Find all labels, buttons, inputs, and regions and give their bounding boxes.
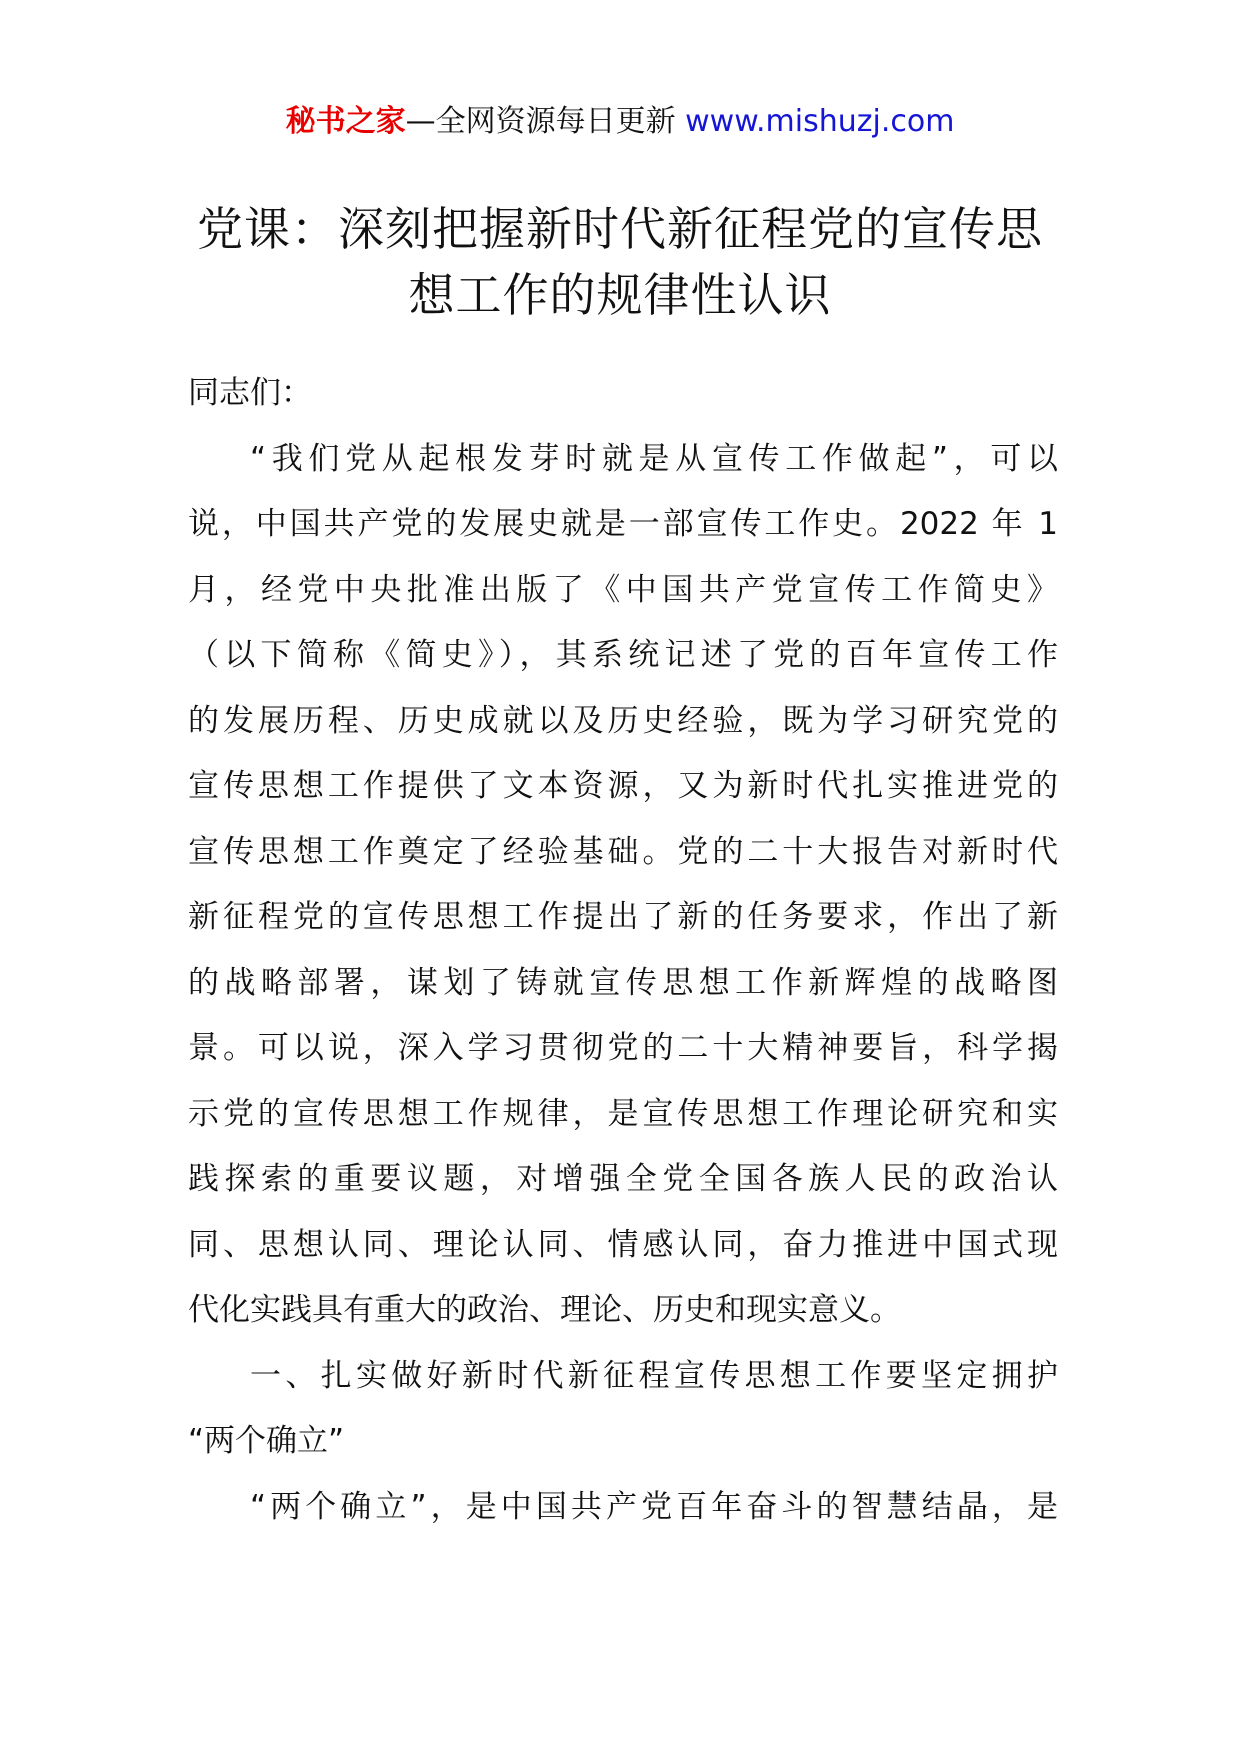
site-header [0,100,1240,144]
paragraph-line: 月，经党中央批准出版了《中国共产党宣传工作简史》 [188,571,1058,608]
paragraph-line: 同、思想认同、理论认同、情感认同，奋力推进中国式现 [188,1226,1058,1263]
paragraph-line: “两个确立”，是中国共产党百年奋斗的智慧结晶，是 [250,1488,1058,1525]
section-heading-line: “两个确立” [188,1423,345,1459]
paragraph-line: 说，中国共产党的发展史就是一部宣传工作史。2022 年 1 [188,506,1058,542]
paragraph-line: 的战略部署，谋划了铸就宣传思想工作新辉煌的战略图 [188,964,1058,1001]
title-line-1: 党课：深刻把握新时代新征程党的宣传思 [197,202,1043,256]
paragraph-line: 宣传思想工作提供了文本资源，又为新时代扎实推进党的 [188,768,1058,804]
paragraph-line: （以下简称《简史》），其系统记述了党的百年宣传工作 [188,637,1058,673]
paragraph-line: 宣传思想工作奠定了经验基础。党的二十大报告对新时代 [188,833,1058,870]
paragraph-line: 践探索的重要议题，对增强全党全国各族人民的政治认 [188,1161,1058,1197]
header-tagline: —全网资源每日更新 [405,104,676,139]
paragraph-line: 景。可以说，深入学习贯彻党的二十大精神要旨，科学揭 [188,1030,1058,1066]
paragraph-line: 新征程党的宣传思想工作提出了新的任务要求，作出了新 [188,899,1058,935]
paragraph-line: 代化实践具有重大的政治、理论、历史和现实意义。 [188,1292,901,1328]
salutation: 同志们： [188,375,312,411]
section-heading-line: 一、扎实做好新时代新征程宣传思想工作要坚定拥护 [250,1357,1058,1394]
document-body [188,361,1058,1540]
site-url-link[interactable]: www.mishuzj.com [685,104,955,139]
paragraph-line: 的发展历程、历史成就以及历史经验，既为学习研究党的 [188,702,1058,739]
paragraph-line: “我们党从起根发芽时就是从宣传工作做起”，可以 [250,440,1058,477]
title-line-2: 想工作的规律性认识 [408,268,832,322]
brand-name: 秘书之家 [285,104,406,139]
paragraph-line: 示党的宣传思想工作规律，是宣传思想工作理论研究和实 [188,1095,1058,1132]
document-title [180,196,1060,328]
